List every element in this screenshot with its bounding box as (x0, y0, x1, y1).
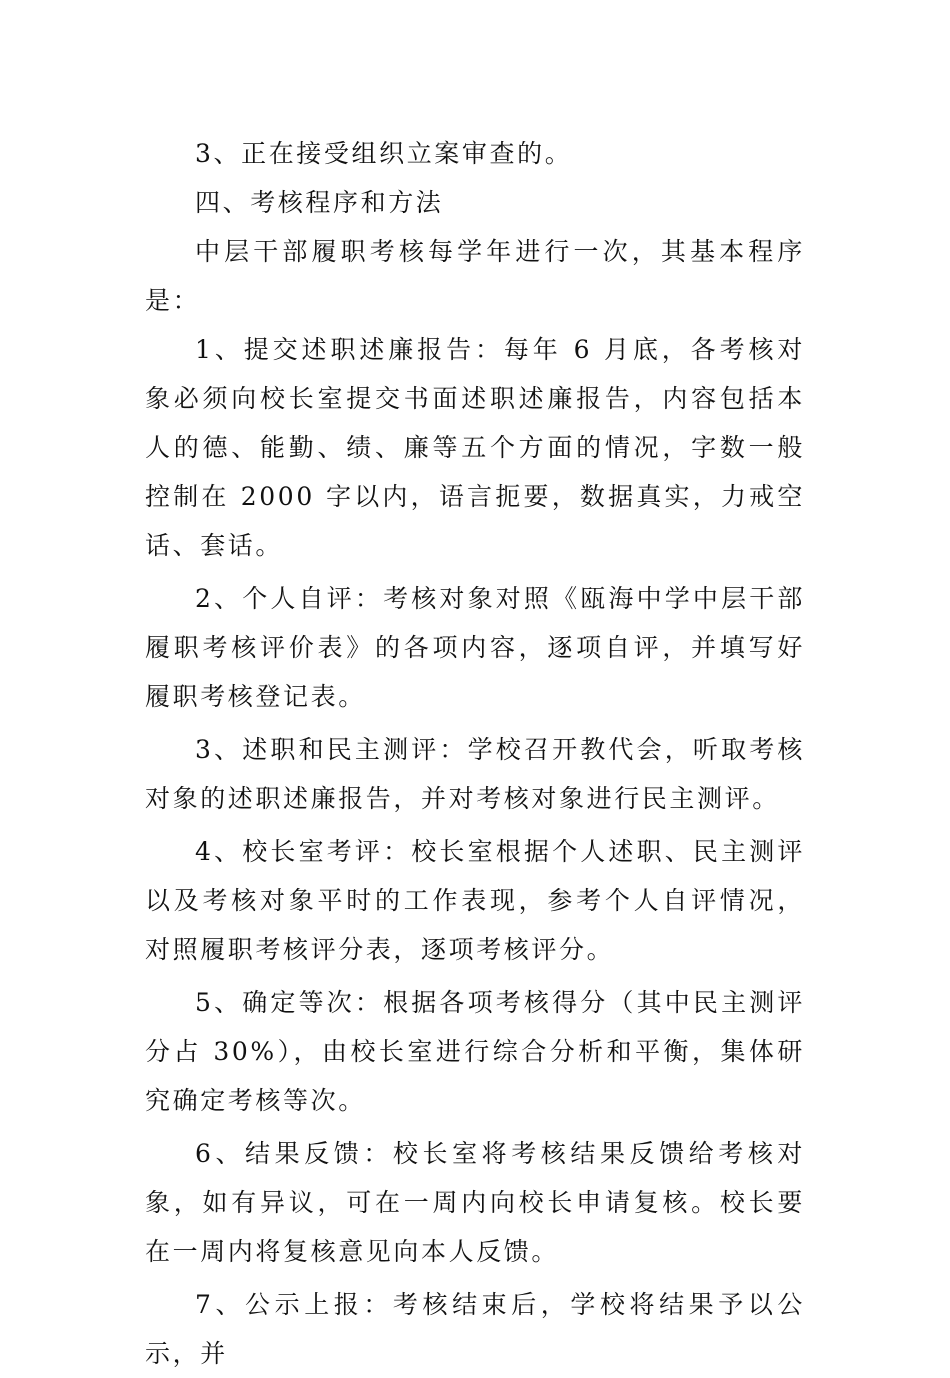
section-heading: 四、考核程序和方法 (195, 188, 444, 217)
procedure-intro: 中层干部履职考核每学年进行一次，其基本程序是： (145, 237, 805, 315)
procedure-step-6: 6、结果反馈：校长室将考核结果反馈给考核对象，如有异议，可在一周内向校长申请复核。校长要在一周内将复核意见向本人反馈。 (145, 1139, 805, 1266)
document-body (145, 129, 805, 1378)
procedure-step-7: 7、公示上报：考核结束后，学校将结果予以公示，并 (145, 1290, 805, 1368)
procedure-step-5: 5、确定等次：根据各项考核得分（其中民主测评分占 30%），由校长室进行综合分析和平衡，集体研究确定考核等次。 (145, 988, 805, 1115)
procedure-step-4: 4、校长室考评：校长室根据个人述职、民主测评以及考核对象平时的工作表现，参考个人自评情况，对照履职考核评分表，逐项考核评分。 (145, 837, 805, 964)
procedure-step-3: 3、述职和民主测评：学校召开教代会，听取考核对象的述职述廉报告，并对考核对象进行民主测评。 (145, 735, 805, 813)
paragraph-item-3: 3、正在接受组织立案审查的。 (195, 139, 573, 168)
procedure-step-2: 2、个人自评：考核对象对照《瓯海中学中层干部履职考核评价表》的各项内容，逐项自评，并填写好履职考核登记表。 (145, 584, 805, 711)
procedure-step-1: 1、提交述职述廉报告：每年 6 月底，各考核对象必须向校长室提交书面述职述廉报告，内容包括本人的德、能勤、绩、廉等五个方面的情况，字数一般控制在 2000 字以内，语言扼要，数据真实，力戒空话、套话。 (145, 335, 805, 560)
